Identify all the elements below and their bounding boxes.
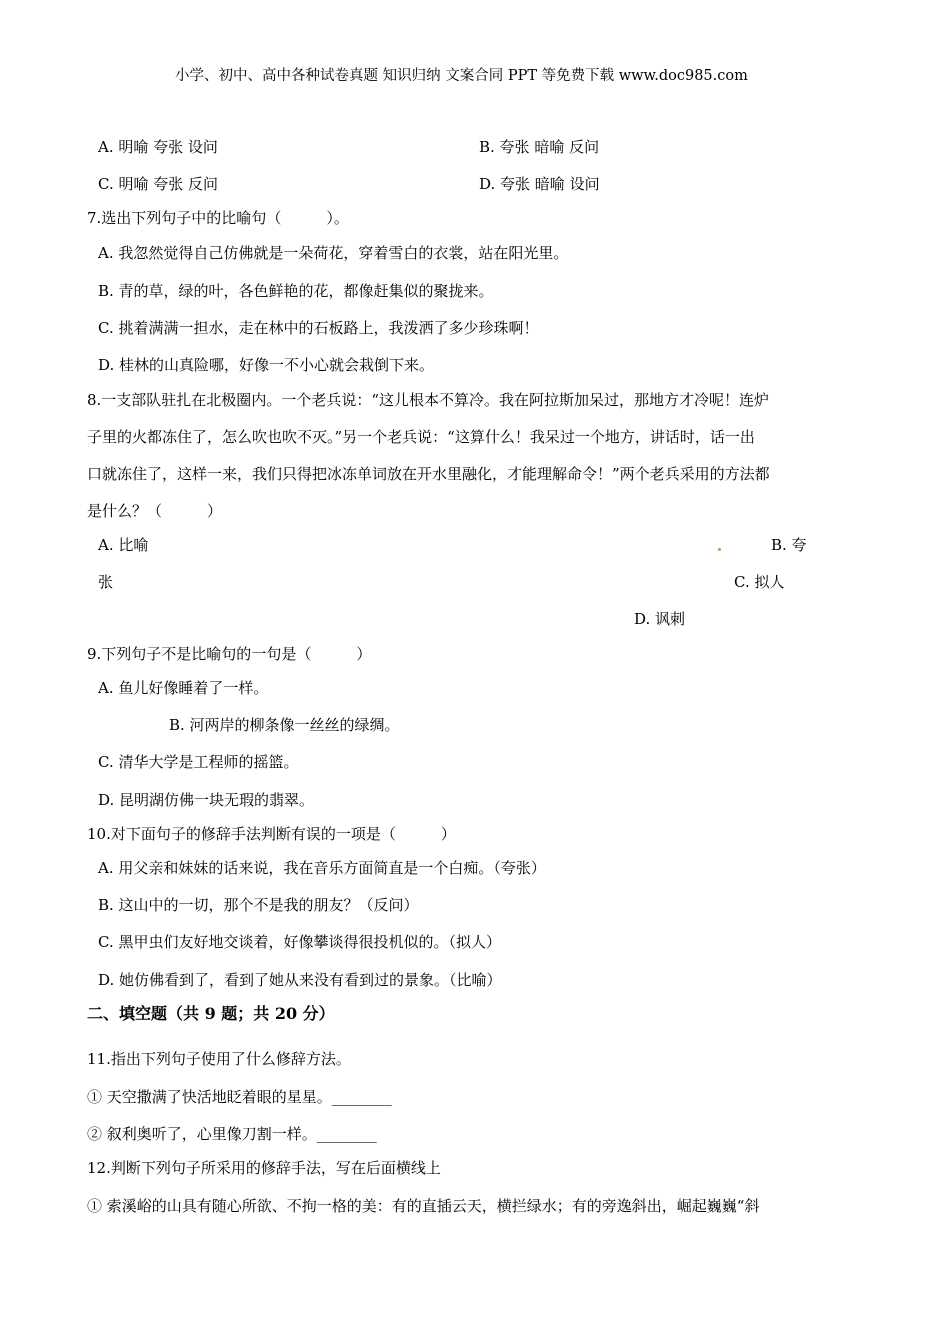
q6-option-b: B. 夸张 暗喻 反问 [479,138,600,156]
q8-option-b-part1: B. 夸 [771,536,807,554]
q8-stem-line-3: 口就冻住了，这样一来，我们只得把冰冻单词放在开水里融化，才能理解命令！”两个老兵采用的方法都 [87,465,770,483]
q6-option-c: C. 明喻 夸张 反问 [98,175,219,193]
q8-option-b-part2: 张 [98,573,114,591]
q10-option-d: D. 她仿佛看到了，看到了她从来没有看到过的景象。（比喻） [98,971,502,989]
page-header: 小学、初中、高中各种试卷真题 知识归纳 文案合同 PPT 等免费下载 www.doc985.com [175,68,748,84]
q10-stem: 10.对下面句子的修辞手法判断有误的一项是（ ） [87,825,456,843]
q8-option-c: C. 拟人 [734,573,785,591]
q12-stem: 12.判断下列句子所采用的修辞手法，写在后面横线上 [87,1159,441,1177]
q12-item-1: ① 索溪峪的山具有随心所欲、不拘一格的美：有的直插云天，横拦绿水；有的旁逸斜出，崛起巍巍“斜 [87,1197,760,1215]
section-2-title: 二、填空题（共 9 题；共 20 分） [87,1004,335,1023]
q10-option-b: B. 这山中的一切，那个不是我的朋友？（反问） [98,896,419,914]
q6-option-d: D. 夸张 暗喻 设问 [479,175,600,193]
q9-stem: 9.下列句子不是比喻句的一句是（ ） [87,645,372,663]
q7-option-c: C. 挑着满满一担水，走在林中的石板路上，我泼洒了多少珍珠啊！ [98,319,539,337]
stray-dot [718,548,721,551]
q8-option-a: A. 比喻 [98,536,149,554]
q11-item-2: ② 叙利奥听了，心里像刀割一样。________ [87,1125,377,1143]
q8-option-d: D. 讽刺 [634,610,686,628]
q6-option-a: A. 明喻 夸张 设问 [98,138,218,156]
q9-option-a: A. 鱼儿好像睡着了一样。 [98,679,269,697]
q8-stem-line-4: 是什么？（ ） [87,502,223,520]
q7-option-a: A. 我忽然觉得自己仿佛就是一朵荷花，穿着雪白的衣裳，站在阳光里。 [98,244,569,262]
q7-option-d: D. 桂林的山真险哪，好像一不小心就会栽倒下来。 [98,356,435,374]
q8-stem-line-1: 8.一支部队驻扎在北极圈内。一个老兵说：“这儿根本不算冷。我在阿拉斯加呆过，那地方才冷呢！连炉 [87,391,769,409]
q7-option-b: B. 青的草，绿的叶，各色鲜艳的花，都像赶集似的聚拢来。 [98,282,494,300]
q10-option-c: C. 黑甲虫们友好地交谈着，好像攀谈得很投机似的。（拟人） [98,933,501,951]
q11-item-1: ① 天空撒满了快活地眨着眼的星星。________ [87,1088,392,1106]
q7-stem: 7.选出下列句子中的比喻句（ ）。 [87,209,349,227]
q9-option-b: B. 河两岸的柳条像一丝丝的绿绸。 [169,716,400,734]
q9-option-c: C. 清华大学是工程师的摇篮。 [98,753,299,771]
q9-option-d: D. 昆明湖仿佛一块无瑕的翡翠。 [98,791,315,809]
q11-stem: 11.指出下列句子使用了什么修辞方法。 [87,1050,351,1068]
q10-option-a: A. 用父亲和妹妹的话来说，我在音乐方面简直是一个白痴。（夸张） [98,859,546,877]
q8-stem-line-2: 子里的火都冻住了，怎么吹也吹不灭。”另一个老兵说：“这算什么！我呆过一个地方，讲话时，话一出 [87,428,755,446]
